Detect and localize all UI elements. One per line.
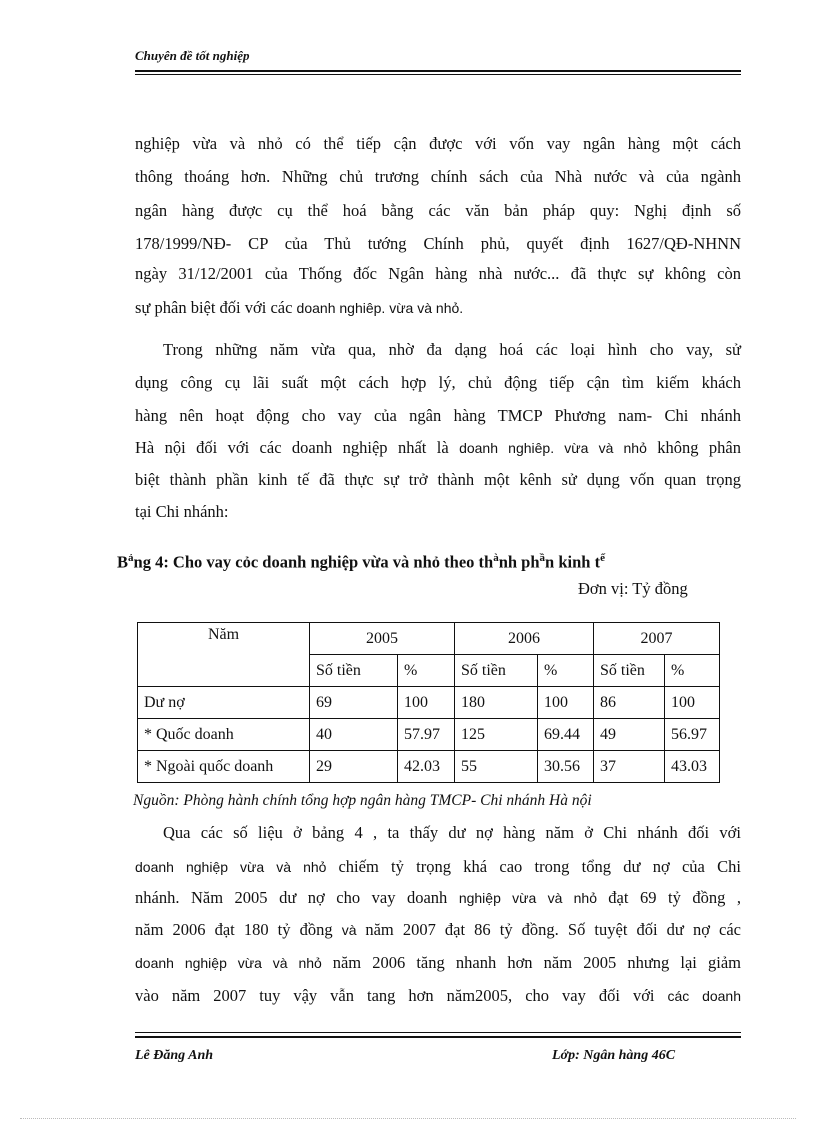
title-part: ầ [539,552,546,564]
text-line [135,438,741,458]
pct-header: % [665,655,720,687]
text-span: không phân [646,438,741,457]
table-cell: 43.03 [665,751,720,783]
table-cell: 42.03 [398,751,455,783]
text-span: các doanh [667,988,742,1004]
loan-table [137,622,720,783]
title-part: nh ph [498,552,540,572]
text-line: tại Chi nhánh: [135,502,229,521]
text-line [135,298,741,318]
title-part: n kinh t [545,552,601,572]
text-span: doanh nghiêp. vừa và nhỏ [459,440,647,456]
table-cell: 100 [538,687,594,719]
text-span: năm 2007 đạt 86 tỷ đồng. Số tuyệt đối dư nợ các [365,920,741,939]
text-line [135,920,741,940]
text-line: dụng công cụ lãi suất một cách hợp lý, chủ động tiếp cận tìm kiếm khách [135,373,741,392]
page-edge-divider [20,1118,796,1119]
text-span: năm 2006 tăng nhanh hơn năm 2005 nhưng lại giảm [332,953,741,972]
text-line: ngày 31/12/2001 của Thống đốc Ngân hàng nhà nước... đã thực sự không còn [135,264,741,283]
table-row [138,687,720,719]
text-span: nhánh. Năm 2005 dư nợ cho vay doanh [135,888,459,907]
year-cell: 2007 [594,623,720,655]
table-cell: 57.97 [398,719,455,751]
table-cell: 29 [310,751,398,783]
text-line: nghiệp vừa và nhỏ có thể tiếp cận được với vốn vay ngân hàng một cách [135,134,741,153]
text-line: ngân hàng được cụ thể hoá bằng các văn bản pháp quy: Nghị định số [135,201,741,220]
text-span: đạt 69 tỷ đồng , [608,888,741,907]
table-header-row [138,623,720,655]
header-rule [135,70,741,72]
text-span: năm 2006 đạt 180 tỷ đồng [135,920,342,939]
pct-header: % [538,655,594,687]
unit-label: Đơn vị: Tỷ đồng [578,579,688,598]
text-span: doanh nghiệp vừa và nhỏ [135,955,333,971]
year-cell: 2006 [455,623,594,655]
text-span: sự phân biệt đối với các [135,298,297,317]
title-part: à [493,552,499,564]
page-header: Chuyên đề tốt nghiệp [135,48,250,63]
text-line: Qua các số liệu ở bảng 4 , ta thấy dư nợ hàng năm ở Chi nhánh đối với [163,823,741,842]
text-line: hàng nên hoạt động cho vay của ngân hàng TMCP Phương nam- Chi nhánh [135,406,741,425]
table-cell: 100 [665,687,720,719]
text-line [135,953,741,973]
title-part: ế [600,552,605,564]
text-span: nghiệp vừa và nhỏ [458,890,609,906]
text-span: vào năm 2007 tuy vậy vẫn tang hơn năm2005, cho vay đối với [135,986,668,1005]
table-cell: 49 [594,719,665,751]
footer-class: Lớp: Ngân hàng 46C [552,1048,676,1063]
footer-rule [135,1036,741,1038]
table-cell: 69 [310,687,398,719]
text-span: doanh nghiệp vừa và nhỏ [135,859,339,875]
text-span: và [341,922,366,938]
table-cell: 86 [594,687,665,719]
text-line: Trong những năm vừa qua, nhờ đa dạng hoá các loại hình cho vay, sử [163,340,741,359]
table-cell: 30.56 [538,751,594,783]
text-line: thông thoáng hơn. Những chủ trương chính sách của Nhà nước và của ngành [135,167,741,186]
table-cell: 100 [398,687,455,719]
pct-header: % [398,655,455,687]
table-title [117,552,757,573]
table-cell: 55 [455,751,538,783]
table-cell: 125 [455,719,538,751]
title-part: B [117,552,129,572]
table-cell: 56.97 [665,719,720,751]
table-source: Nguồn: Phòng hành chính tổng hợp ngân hàng TMCP- Chi nhánh Hà nội [133,792,592,809]
text-span: chiếm tỷ trọng khá cao trong tổng dư nợ của Chi [338,857,741,876]
text-line: biệt thành phần kinh tế đã thực sự trở thành một kênh sử dụng vốn quan trọng [135,470,741,489]
amount-header: Số tiền [594,655,665,687]
amount-header: Số tiền [455,655,538,687]
table-row [138,751,720,783]
year-cell: 2005 [310,623,455,655]
row-label: * Ngoài quốc doanh [138,751,310,783]
text-line [135,888,741,908]
text-line [135,986,741,1006]
row-label: * Quốc doanh [138,719,310,751]
text-span: Hà nội đối với các doanh nghiệp nhất là [135,438,460,457]
footer-author: Lê Đăng Anh [135,1048,214,1063]
header-rule-thin [135,74,741,75]
text-span: doanh nghiêp. vừa và nhỏ. [296,300,464,316]
row-label: Dư nợ [138,687,310,719]
table-cell: 180 [455,687,538,719]
text-line: 178/1999/NĐ- CP của Thủ tướng Chính phủ, quyết định 1627/QĐ-NHNN [135,234,741,253]
table-cell: 69.44 [538,719,594,751]
title-part: ả [128,552,134,564]
amount-header: Số tiền [310,655,398,687]
year-header: Năm [138,623,310,687]
table-cell: 40 [310,719,398,751]
table-row [138,719,720,751]
table-cell: 37 [594,751,665,783]
text-line [135,857,741,877]
title-part: ng 4: Cho vay cỏc doanh nghiệp vừa và nhỏ theo th [133,552,494,572]
footer-rule-thin [135,1032,741,1033]
